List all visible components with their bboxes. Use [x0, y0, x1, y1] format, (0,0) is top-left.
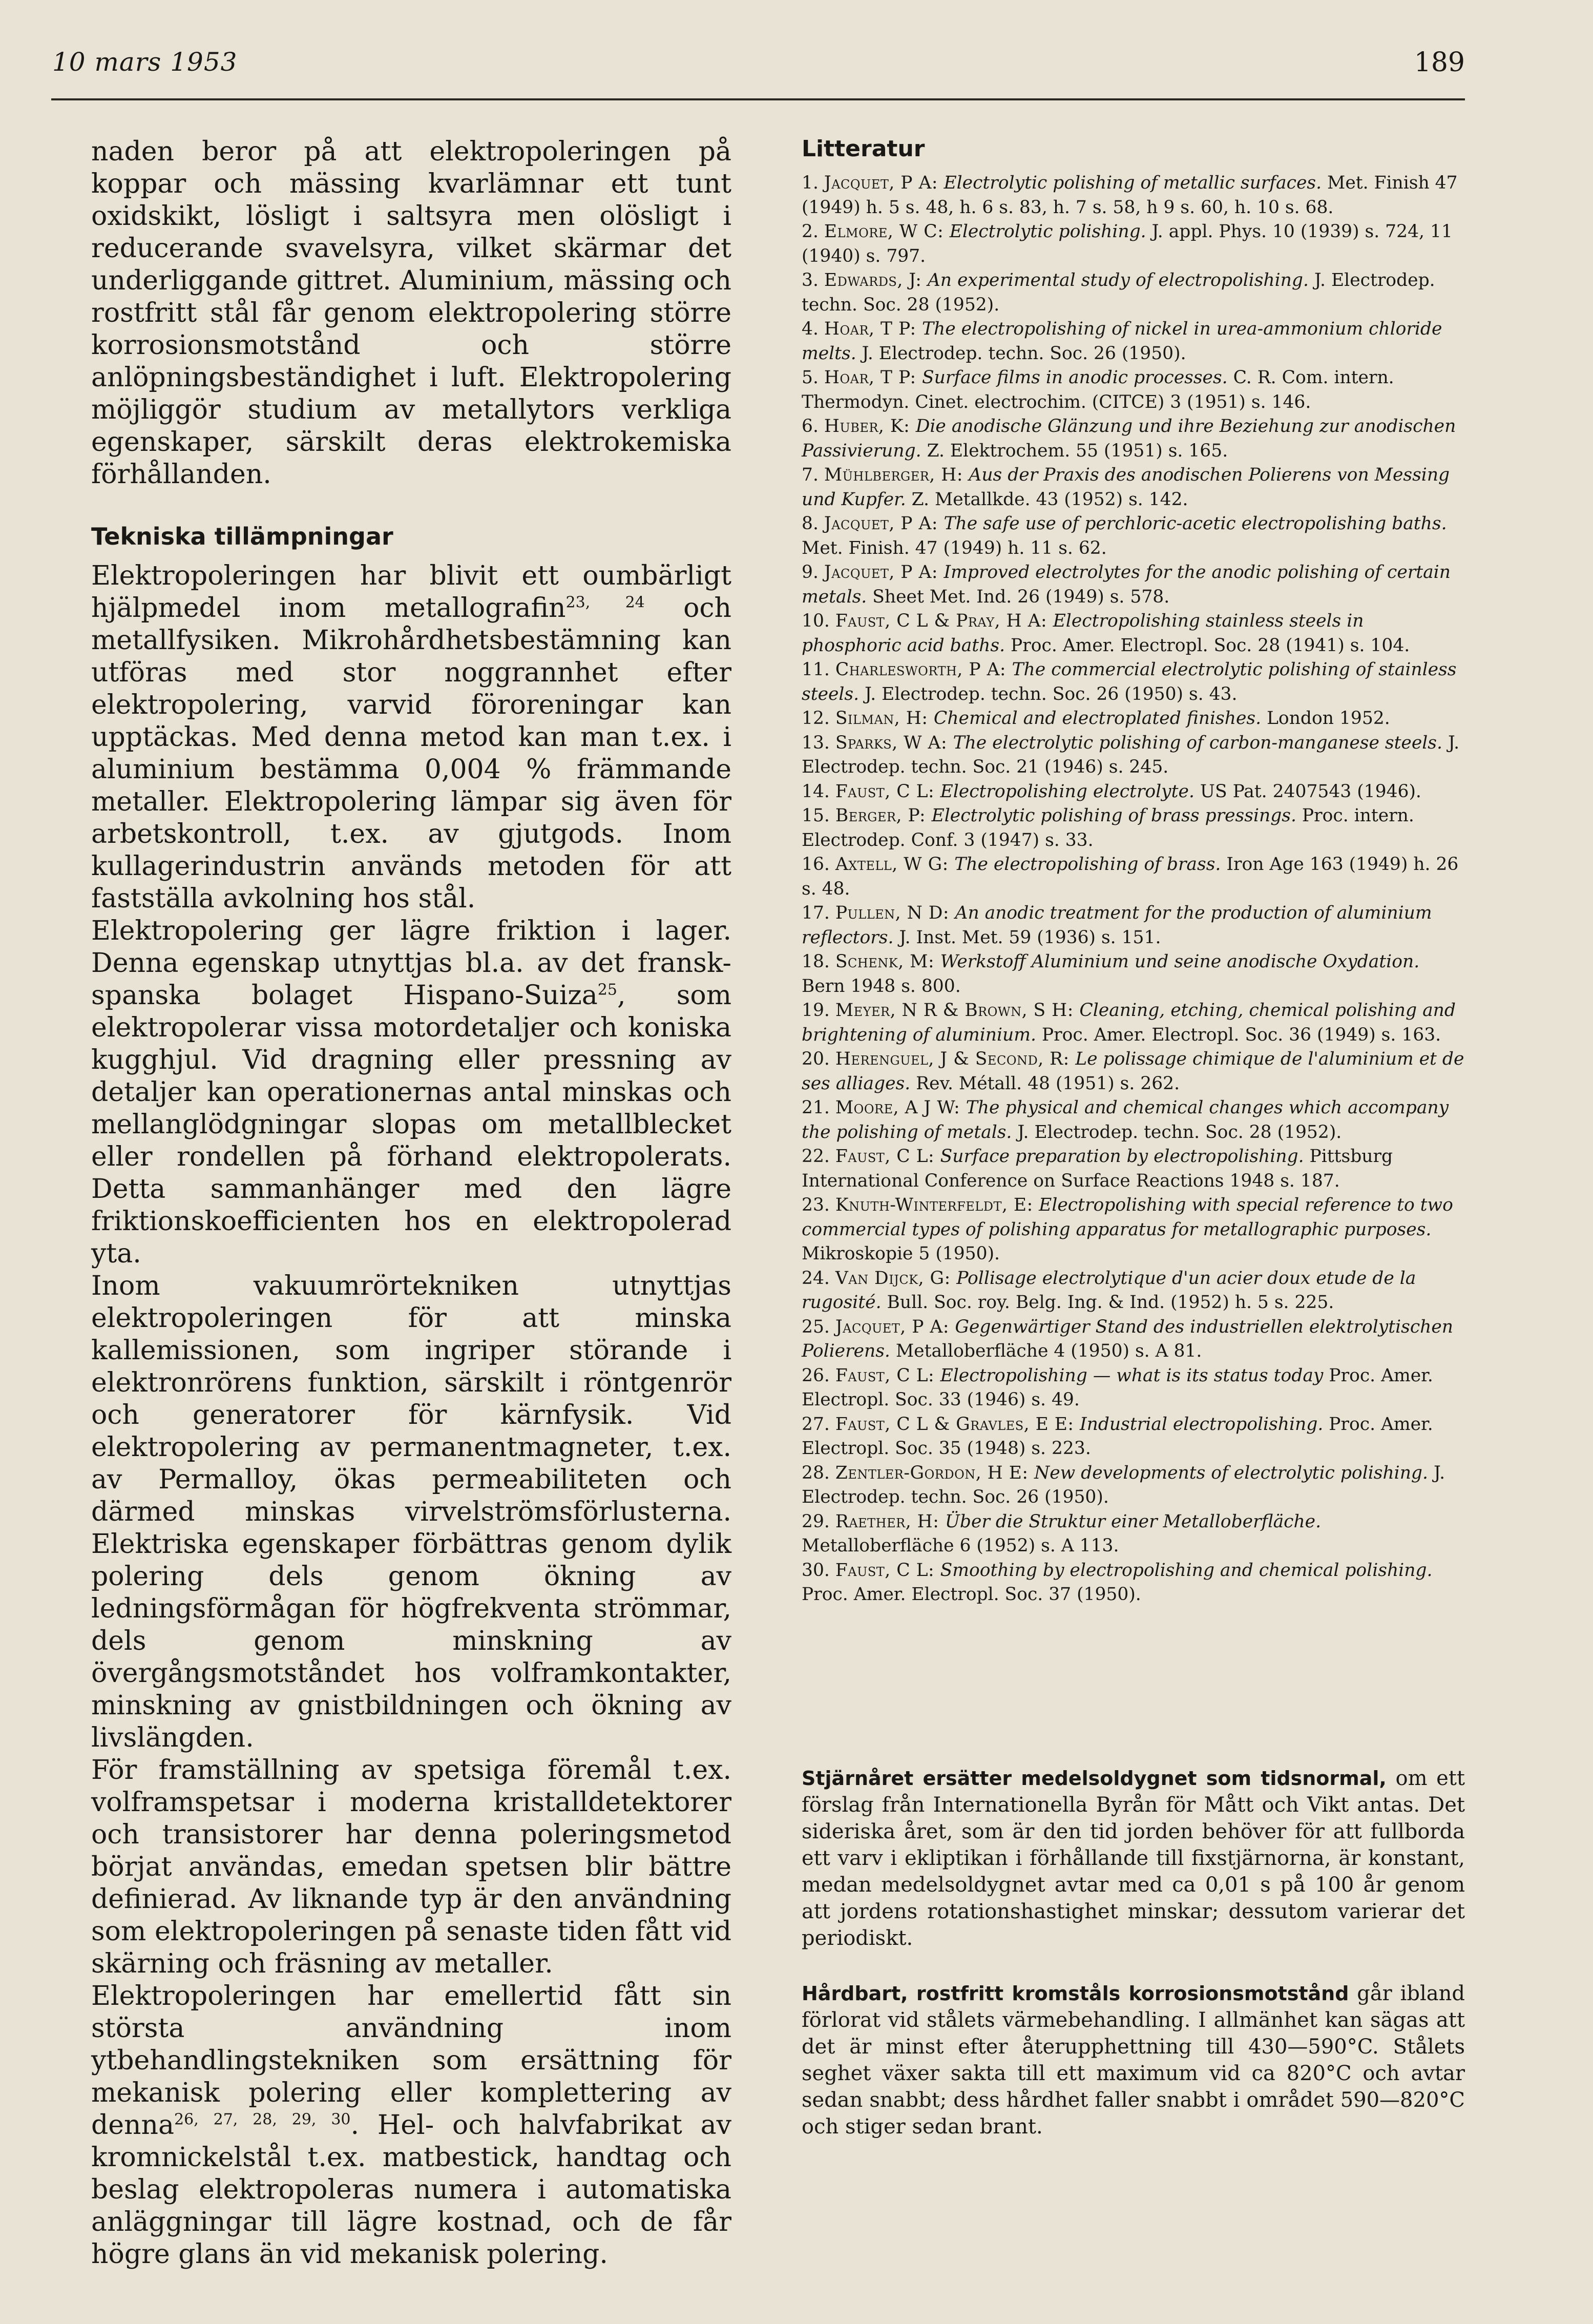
reference-title: New developments of electrolytic polishing. — [1034, 1462, 1434, 1483]
reference-source: J. Inst. Met. 59 (1936) s. 151. — [899, 927, 1161, 948]
reference-author: Faust, C L: — [835, 781, 940, 802]
reference-item — [802, 561, 1465, 609]
reference-title: Electrolytic polishing of metallic surfaces. — [944, 173, 1328, 193]
paragraph-text: . Hel- och halvfabrikat av kromnickelstål t.ex. matbestick, handtag och beslag elektropoleras numera i automatiska anläggningar till lägre kostnad, och de får högre glans än vid mekanisk polering. — [91, 2110, 731, 2270]
reference-author: Jacquet, P A: — [835, 1316, 955, 1337]
reference-title: Über die Struktur einer Metalloberfläche. — [945, 1511, 1322, 1532]
reference-item — [802, 1559, 1465, 1607]
reference-number: 23. — [802, 1195, 835, 1215]
paragraph-text: Elektropoleringen har blivit ett oumbärligt hjälpmedel inom metallografin — [91, 561, 731, 624]
reference-number: 5. — [802, 367, 824, 388]
reference-item — [802, 731, 1465, 780]
reference-number: 3. — [802, 270, 824, 291]
reference-title: Electropolishing — what is its status today — [940, 1365, 1329, 1386]
reference-item — [802, 950, 1465, 999]
header-rule — [51, 98, 1465, 100]
reference-title: Electropolishing electrolyte. — [940, 781, 1200, 802]
reference-number: 19. — [802, 1000, 835, 1021]
intro-paragraph: naden beror på att elektropoleringen på koppar och mässing kvarlämnar ett tunt oxidskikt, lösligt i saltsyra men olösligt i reducerande svavelsyra, vilket skärmar det underliggande gittret. Aluminium, mässing och rostfritt stål får genom elektropolering större korrosionsmotstånd och större anlöpningsbeständighet i luft. Elektropolering möjliggör studium av metallytors verkliga egenskaper, särskilt deras elektrokemiska förhållanden. — [91, 136, 731, 490]
reference-item — [802, 1047, 1465, 1096]
reference-number: 17. — [802, 903, 835, 923]
reference-number: 25. — [802, 1316, 835, 1337]
reference-number: 16. — [802, 854, 835, 875]
right-column — [802, 136, 1465, 1607]
reference-item — [802, 780, 1465, 804]
reference-number: 28. — [802, 1462, 835, 1483]
reference-number: 14. — [802, 781, 835, 802]
reference-item — [802, 1461, 1465, 1510]
reference-title: Le polissage chimique de l'aluminium et de ses alliages. — [802, 1049, 1464, 1094]
reference-item — [802, 1510, 1465, 1559]
reference-title: An experimental study of electropolishing. — [927, 270, 1314, 291]
paragraph-text: och metallfysiken. Mikrohårdhetsbestämning kan utföras med stor noggrannhet efter elektropolering, varvid föroreningar kan upptäckas. Med denna metod kan man t.ex. i aluminium bestämma 0,004 % främmande metaller. Elektropolering lämpar sig även för arbetskontroll, t.ex. av gjutgods. Inom kullagerindustrin används metoden för att fastställa avkolning hos stål. — [91, 593, 731, 914]
reference-author: Meyer, N R & Brown, S H: — [835, 1000, 1080, 1021]
reference-title: Electrolytic polishing. — [949, 221, 1152, 242]
left-column — [91, 136, 731, 2271]
reference-author: Axtell, W G: — [835, 854, 955, 875]
reference-source: C. R. Com. intern. Thermodyn. Cinet. electrochim. (CITCE) 3 (1951) s. 146. — [802, 367, 1394, 412]
reference-title: Smoothing by electropolishing and chemical polishing. — [940, 1560, 1433, 1581]
reference-author: Herenguel, J & Second, R: — [835, 1049, 1076, 1069]
reference-author: Pullen, N D: — [835, 903, 955, 923]
reference-author: Mühlberger, H: — [824, 465, 969, 485]
reference-author: Faust, C L: — [835, 1146, 940, 1167]
reference-title: The electrolytic polishing of carbon-manganese steels. — [953, 732, 1448, 753]
reference-item — [802, 1096, 1465, 1145]
reference-title: The commercial electrolytic polishing of stainless steels. — [802, 659, 1457, 704]
reference-number: 1. — [802, 173, 824, 193]
footnote-ref: 25 — [597, 981, 617, 999]
reference-source: J. Electrodep. techn. Soc. 21 (1946) s. 245. — [802, 732, 1460, 777]
reference-title: Surface preparation by electropolishing. — [940, 1146, 1310, 1167]
reference-source: Sheet Met. Ind. 26 (1949) s. 578. — [872, 586, 1170, 607]
reference-item — [802, 268, 1465, 317]
reference-author: Van Dijck, G: — [835, 1268, 957, 1289]
reference-title: Improved electrolytes for the anodic polishing of certain metals. — [802, 562, 1451, 607]
reference-title: The electropolishing of nickel in urea-ammonium chloride melts. — [802, 319, 1442, 364]
note-lead: Hårdbart, rostfritt kromståls korrosionsmotstånd — [802, 1982, 1349, 2005]
reference-item — [802, 220, 1465, 268]
reference-item — [802, 366, 1465, 414]
reference-source: Met. Finish 47 (1949) h. 5 s. 48, h. 6 s. 83, h. 7 s. 58, h 9 s. 60, h. 10 s. 68. — [802, 173, 1458, 218]
reference-source: J. Electrodep. techn. Soc. 28 (1952). — [802, 270, 1435, 315]
note-lead: Stjärnåret ersätter medelsoldygnet som tidsnormal, — [802, 1767, 1387, 1790]
paragraph-friction — [91, 915, 731, 1270]
reference-author: Faust, C L: — [835, 1560, 940, 1581]
reference-author: Silman, H: — [835, 708, 934, 729]
reference-title: Pollisage electrolytique d'un acier doux etude de la rugosité. — [802, 1268, 1416, 1313]
paragraph-surface — [91, 1980, 731, 2271]
reference-source: J. Electrodep. techn. Soc. 26 (1950) s. 43. — [865, 683, 1238, 704]
reference-author: Huber, K: — [824, 416, 916, 437]
reference-title: Electropolishing stainless steels in phosphoric acid baths. — [802, 611, 1364, 656]
reference-author: Moore, A J W: — [835, 1097, 966, 1118]
paragraph-vacuum: Inom vakuumrörtekniken utnyttjas elektropoleringen för att minska kallemissionen, som ingriper störande i elektronrörens funktion, särskilt i röntgenrör och generatorer för kärnfysik. Vid elektropolering av permanentmagneter, t.ex. av Permalloy, ökas permeabiliteten och därmed minskas virvelströmsförlusterna. Elektriska egenskaper förbättras genom dylik polering dels genom ökning av ledningsförmågan för högfrekventa strömmar, dels genom minskning av övergångsmotståndet hos volframkontakter, minskning av gnistbildningen och ökning av livslängden. — [91, 1271, 731, 1753]
reference-source: Metalloberfläche 6 (1952) s. A 113. — [802, 1536, 1119, 1556]
reference-title: Electrolytic polishing of brass pressings. — [931, 805, 1302, 826]
reference-title: Surface films in anodic processes. — [922, 367, 1233, 388]
notes-section — [802, 1765, 1465, 2169]
reference-source: J. Electrodep. techn. Soc. 26 (1950). — [862, 343, 1186, 364]
reference-source: Proc. Amer. Electropl. Soc. 36 (1949) s. 163. — [1041, 1024, 1441, 1045]
reference-number: 18. — [802, 951, 835, 972]
reference-author: Raether, H: — [835, 1511, 945, 1532]
reference-author: Jacquet, P A: — [824, 562, 944, 583]
reference-item — [802, 1193, 1465, 1267]
reference-title: Chemical and electroplated finishes. — [933, 708, 1267, 729]
reference-number: 8. — [802, 513, 824, 534]
reference-item — [802, 999, 1465, 1047]
news-note — [802, 1765, 1465, 1952]
footnote-ref: 23, 24 — [565, 593, 645, 612]
reference-number: 2. — [802, 221, 824, 242]
reference-number: 4. — [802, 319, 824, 339]
paragraph-metallography — [91, 560, 731, 915]
reference-number: 7. — [802, 465, 824, 485]
reference-author: Edwards, J: — [824, 270, 928, 291]
reference-number: 30. — [802, 1560, 835, 1581]
reference-list — [802, 171, 1465, 1607]
reference-author: Faust, C L: — [835, 1365, 940, 1386]
reference-number: 29. — [802, 1511, 835, 1532]
footnote-ref: 26, 27, 28, 29, 30 — [174, 2110, 351, 2129]
reference-number: 21. — [802, 1097, 835, 1118]
reference-title: Cleaning, etching, chemical polishing and brightening of aluminium. — [802, 1000, 1456, 1045]
reference-source: Metalloberfläche 4 (1950) s. A 81. — [895, 1341, 1202, 1361]
reference-source: J. Electrodep. techn. Soc. 28 (1952). — [1017, 1122, 1342, 1143]
reference-source: Proc. Amer. Electropl. Soc. 28 (1941) s. 104. — [1011, 635, 1410, 656]
reference-author: Charlesworth, P A: — [835, 659, 1012, 680]
reference-source: J. Electrodep. techn. Soc. 26 (1950). — [802, 1462, 1445, 1507]
reference-author: Hoar, T P: — [824, 367, 923, 388]
reference-title: The physical and chemical changes which accompany the polishing of metals. — [802, 1097, 1449, 1143]
reference-author: Faust, C L & Gravles, E E: — [835, 1414, 1080, 1435]
reference-source: Mikroskopie 5 (1950). — [802, 1243, 1000, 1264]
reference-source: Z. Elektrochem. 55 (1951) s. 165. — [927, 440, 1228, 461]
note-body: går ibland förlorat vid stålets värmebehandling. I allmänhet kan sägas att det är minst efter återupphettning till 430—590°C. Stålets seghet växer sakta till ett maximum vid ca 820°C och avtar sedan snabbt; dess hårdhet faller snabbt i området 590—820°C och stiger sedan brant. — [802, 1982, 1465, 2139]
reference-number: 10. — [802, 611, 835, 631]
reference-author: Hoar, T P: — [824, 319, 923, 339]
reference-author: Faust, C L & Pray, H A: — [835, 611, 1053, 631]
reference-item — [802, 1315, 1465, 1364]
reference-source: Rev. Métall. 48 (1951) s. 262. — [916, 1073, 1180, 1094]
reference-item — [802, 463, 1465, 512]
section-heading: Tekniska tillämpningar — [91, 523, 393, 550]
reference-source: Bern 1948 s. 800. — [802, 976, 961, 997]
reference-item — [802, 1267, 1465, 1315]
note-body: om ett förslag från Internationella Byrån för Mått och Vikt antas. Det sideriska året, som är den tid jorden behöver för att fullborda ett varv i ekliptikan i förhållande till fixstjärnorna, är konstant, medan medelsoldygnet avtar med ca 0,01 s på 100 år genom att jordens rotationshastighet minskar; dessutom varierar det periodiskt. — [802, 1767, 1465, 1950]
reference-item — [802, 853, 1465, 901]
reference-number: 11. — [802, 659, 835, 680]
reference-source: Proc. Amer. Electropl. Soc. 37 (1950). — [802, 1584, 1141, 1605]
reference-number: 27. — [802, 1414, 835, 1435]
reference-item — [802, 317, 1465, 366]
reference-number: 15. — [802, 805, 835, 826]
news-note — [802, 1980, 1465, 2140]
reference-item — [802, 1364, 1465, 1413]
reference-item — [802, 1413, 1465, 1461]
reference-source: Proc. Amer. Electropl. Soc. 33 (1946) s. 49. — [802, 1365, 1433, 1410]
reference-item — [802, 512, 1465, 561]
reference-item — [802, 901, 1465, 950]
reference-title: Aus der Praxis des anodischen Polierens von Messing und Kupfer. — [802, 465, 1450, 510]
reference-title: Electropolishing with special reference to two commercial types of polishing apparatus for metallographic purposes. — [802, 1195, 1453, 1240]
reference-title: Die anodische Glänzung und ihre Beziehung zur anodischen Passivierung. — [802, 416, 1456, 461]
reference-author: Jacquet, P A: — [824, 173, 944, 193]
paragraph-text: , som elektropolerar vissa motordetaljer och koniska kugghjul. Vid dragning eller pressning av detaljer kan operationernas antal minskas och mellanglödgningar slopas om metallblecket eller rondellen på förhand elektropolerats. Detta sammanhänger med den lägre friktionskoefficienten hos en elektropolerad yta. — [91, 980, 732, 1269]
reference-number: 9. — [802, 562, 824, 583]
reference-source: Proc. intern. Electrodep. Conf. 3 (1947) s. 33. — [802, 805, 1414, 850]
reference-item — [802, 414, 1465, 463]
reference-title: The electropolishing of brass. — [954, 854, 1227, 875]
page-number: 189 — [1414, 47, 1465, 78]
reference-author: Jacquet, P A: — [824, 513, 944, 534]
reference-source: Pittsburg International Conference on Surface Reactions 1948 s. 187. — [802, 1146, 1393, 1191]
reference-source: Z. Metallkde. 43 (1952) s. 142. — [911, 489, 1188, 510]
reference-title: An anodic treatment for the production of aluminium reflectors. — [802, 903, 1432, 948]
reference-source: Proc. Amer. Electropl. Soc. 35 (1948) s. 223. — [802, 1414, 1433, 1459]
reference-title: Industrial electropolishing. — [1080, 1414, 1329, 1435]
reference-item — [802, 804, 1465, 853]
reference-item — [802, 171, 1465, 220]
reference-title: Werkstoff Aluminium und seine anodische Oxydation. — [940, 951, 1420, 972]
reference-author: Knuth-Winterfeldt, E: — [835, 1195, 1039, 1215]
reference-author: Zentler-Gordon, H E: — [835, 1462, 1035, 1483]
paragraph-tips: För framställning av spetsiga föremål t.ex. volframspetsar i moderna kristalldetektorer och transistorer har denna poleringsmetod börjat användas, emedan spetsen blir bättre definierad. Av liknande typ är den användning som elektropoleringen på senaste tiden fått vid skärning och fräsning av metaller. — [91, 1755, 731, 1979]
reference-item — [802, 707, 1465, 731]
reference-item — [802, 609, 1465, 658]
reference-number: 26. — [802, 1365, 835, 1386]
reference-number: 6. — [802, 416, 824, 437]
reference-item — [802, 1145, 1465, 1193]
reference-source: J. appl. Phys. 10 (1939) s. 724, 11 (1940) s. 797. — [802, 221, 1453, 266]
reference-author: Schenk, M: — [835, 951, 940, 972]
paragraph-text: Elektropoleringen har emellertid fått sin största användning inom ytbehandlingstekniken som ersättning för mekanisk polering eller komplettering av denna — [91, 1981, 731, 2141]
header-date: 10 mars 1953 — [52, 47, 238, 77]
reference-item — [802, 658, 1465, 707]
reference-author: Berger, P: — [835, 805, 932, 826]
reference-number: 12. — [802, 708, 835, 729]
paragraph-text: Elektropolering ger lägre friktion i lager. Denna egenskap utnyttjas bl.a. av det fransk-spanska bolaget Hispano-Suiza — [91, 916, 731, 1011]
reference-author: Sparks, W A: — [835, 732, 953, 753]
reference-number: 24. — [802, 1268, 835, 1289]
reference-source: Bull. Soc. roy. Belg. Ing. & Ind. (1952) h. 5 s. 225. — [887, 1292, 1334, 1313]
reference-source: London 1952. — [1267, 708, 1390, 729]
reference-number: 20. — [802, 1049, 835, 1069]
reference-source: Iron Age 163 (1949) h. 26 s. 48. — [802, 854, 1459, 899]
reference-source: US Pat. 2407543 (1946). — [1200, 781, 1421, 802]
reference-number: 13. — [802, 732, 835, 753]
reference-title: The safe use of perchloric-acetic electropolishing baths. — [944, 513, 1447, 534]
reference-author: Elmore, W C: — [824, 221, 950, 242]
reference-number: 22. — [802, 1146, 835, 1167]
references-heading: Litteratur — [802, 136, 925, 162]
reference-source: Met. Finish. 47 (1949) h. 11 s. 62. — [802, 537, 1107, 558]
reference-title: Gegenwärtiger Stand des industriellen elektrolytischen Polierens. — [802, 1316, 1454, 1361]
